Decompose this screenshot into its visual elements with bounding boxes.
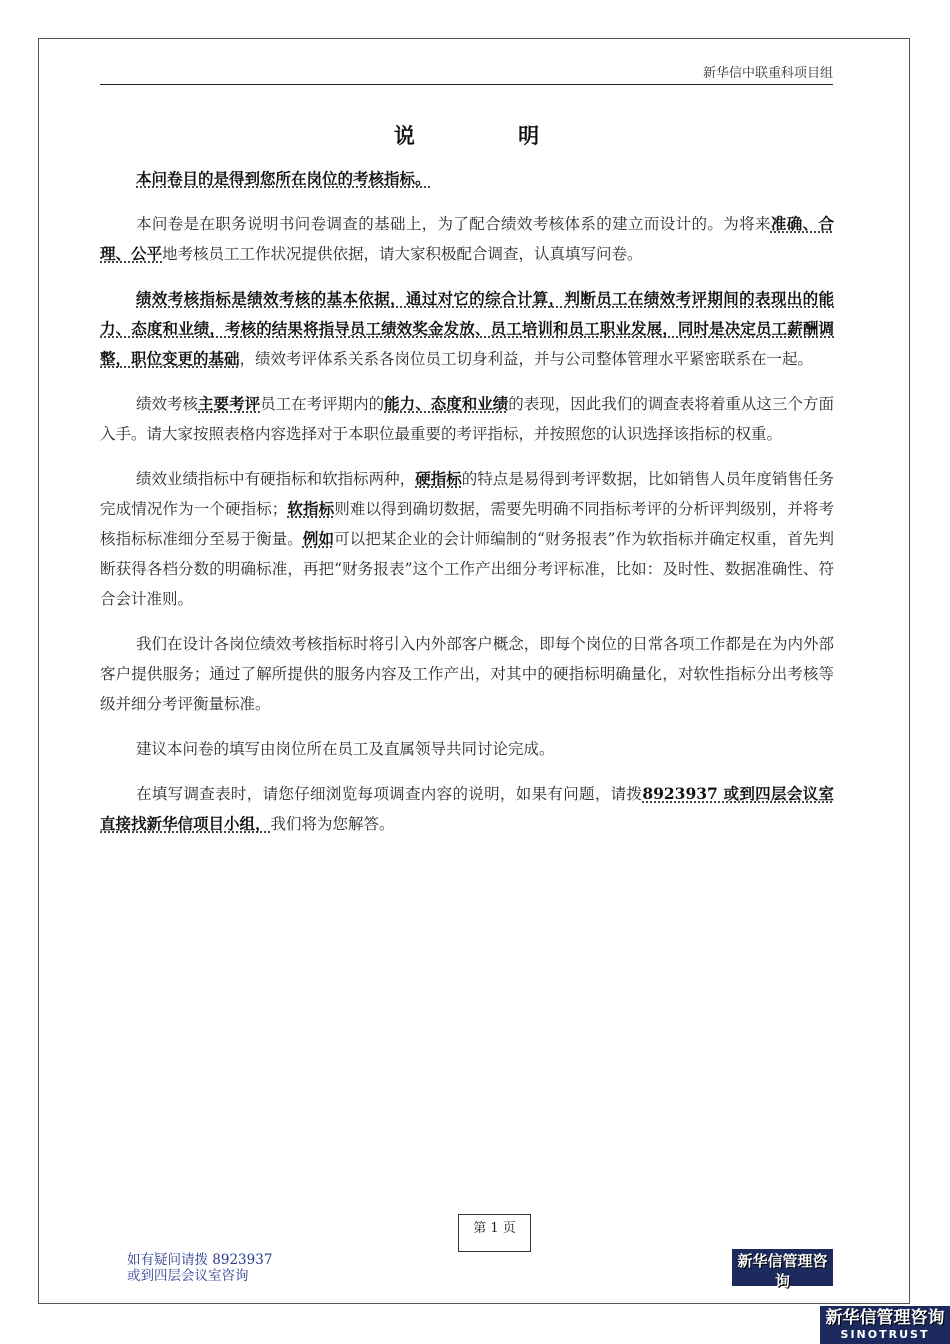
text-run: 员工在考评期内的 xyxy=(260,395,385,413)
page-number-box xyxy=(458,1214,531,1252)
paragraph-background xyxy=(100,209,834,269)
corner-logo-cn-text: 新华信管理咨询 xyxy=(825,1308,945,1328)
page-number: 第 1 页 xyxy=(473,1221,516,1236)
text-run: 绩效业绩指标中有硬指标和软指标两种， xyxy=(136,470,416,488)
text-run: 建议本问卷的填写由岗位所在员工及直属领导共同讨论完成。 xyxy=(136,740,555,758)
sinotrust-corner-logo xyxy=(820,1306,950,1344)
paragraph-indicator-basis xyxy=(100,284,834,374)
logo-en-text: SINOTRUST xyxy=(741,1291,824,1302)
paragraph-customer-concept xyxy=(100,629,834,719)
text-run: 则难以得到确切数据，需要先明确不同指标考评的分析评判级别，并将考核指标标准细分至易于衡量。 xyxy=(100,500,834,548)
emphasis-contact-info: 8923937 或到四层会议室直接找新华信项目小组， xyxy=(100,784,834,833)
paragraph-contact xyxy=(100,779,834,839)
page-title: 说 明 xyxy=(393,123,588,148)
text-run: 绩效考核 xyxy=(136,395,199,413)
text-run: 我们在设计各岗位绩效考核指标时将引入内外部客户概念，即每个岗位的日常各项工作都是在为内外部客户提供服务；通过了解所提供的服务内容及工作产出，对其中的硬指标明确量化，对软性指标分出考核等级并细分考评衡量标准。 xyxy=(100,635,834,713)
paragraph-purpose xyxy=(100,164,834,194)
text-run: 本问卷是在职务说明书问卷调查的基础上，为了配合绩效考核体系的建立而设计的。为将来 xyxy=(136,215,771,233)
footer-contact-line2: 或到四层会议室咨询 xyxy=(127,1268,249,1284)
logo-cn-text: 新华信管理咨询 xyxy=(737,1252,828,1290)
emphasis-main-evaluation: 主要考评 xyxy=(198,394,261,413)
header-project-group: 新华信中联重科项目组 xyxy=(702,66,833,81)
emphasis-soft-indicator: 软指标 xyxy=(287,499,335,518)
emphasis-fair-accurate: 准确、合理、公平 xyxy=(100,214,834,263)
text-run: ，绩效考评体系关系各岗位员工切身利益，并与公司整体管理水平紧密联系在一起。 xyxy=(239,350,814,368)
footer-contact-line1: 如有疑问请拨 8923937 xyxy=(127,1252,273,1268)
footer-contact xyxy=(127,1252,272,1284)
paragraph-hard-soft-indicators xyxy=(100,464,834,614)
emphasis-ability-attitude-performance: 能力、态度和业绩 xyxy=(384,394,509,413)
document-body xyxy=(100,164,834,854)
text-run: 我们将为您解答。 xyxy=(270,815,395,833)
text-run: 地考核员工工作状况提供依据，请大家积极配合调查，认真填写问卷。 xyxy=(162,245,643,263)
paragraph-suggestion xyxy=(100,734,834,764)
paragraph-evaluation-aspects xyxy=(100,389,834,449)
emphasis-indicator-basis: 绩效考核指标是绩效考核的基本依据，通过对它的综合计算，判断员工在绩效考评期间的表现出的能力、态度和业绩，考核的结果将指导员工绩效奖金发放、员工培训和员工职业发展，同时是决定员工薪酬调整，职位变更的基础 xyxy=(100,289,834,368)
purpose-statement: 本问卷目的是得到您所在岗位的考核指标。 xyxy=(136,169,431,188)
text-run: 可以把某企业的会计师编制的“财务报表”作为软指标并确定权重，首先判断获得各档分数的明确标准，再把“财务报表”这个工作产出细分考评标准，比如：及时性、数据准确性、符合会计准则。 xyxy=(100,530,834,608)
text-run: 的特点是易得到考评数据，比如销售人员年度销售任务完成情况作为一个硬指标； xyxy=(100,470,834,518)
emphasis-hard-indicator: 硬指标 xyxy=(415,469,462,488)
emphasis-example: 例如 xyxy=(302,529,335,548)
text-run: 的表现，因此我们的调查表将着重从这三个方面入手。请大家按照表格内容选择对于本职位最重要的考评指标，并按照您的认识选择该指标的权重。 xyxy=(100,395,834,443)
text-run: 在填写调查表时，请您仔细浏览每项调查内容的说明，如果有问题，请拨 xyxy=(136,785,643,803)
corner-logo-en-text: SINOTRUST xyxy=(840,1328,930,1341)
sinotrust-logo xyxy=(732,1249,833,1302)
page-header xyxy=(100,64,833,85)
